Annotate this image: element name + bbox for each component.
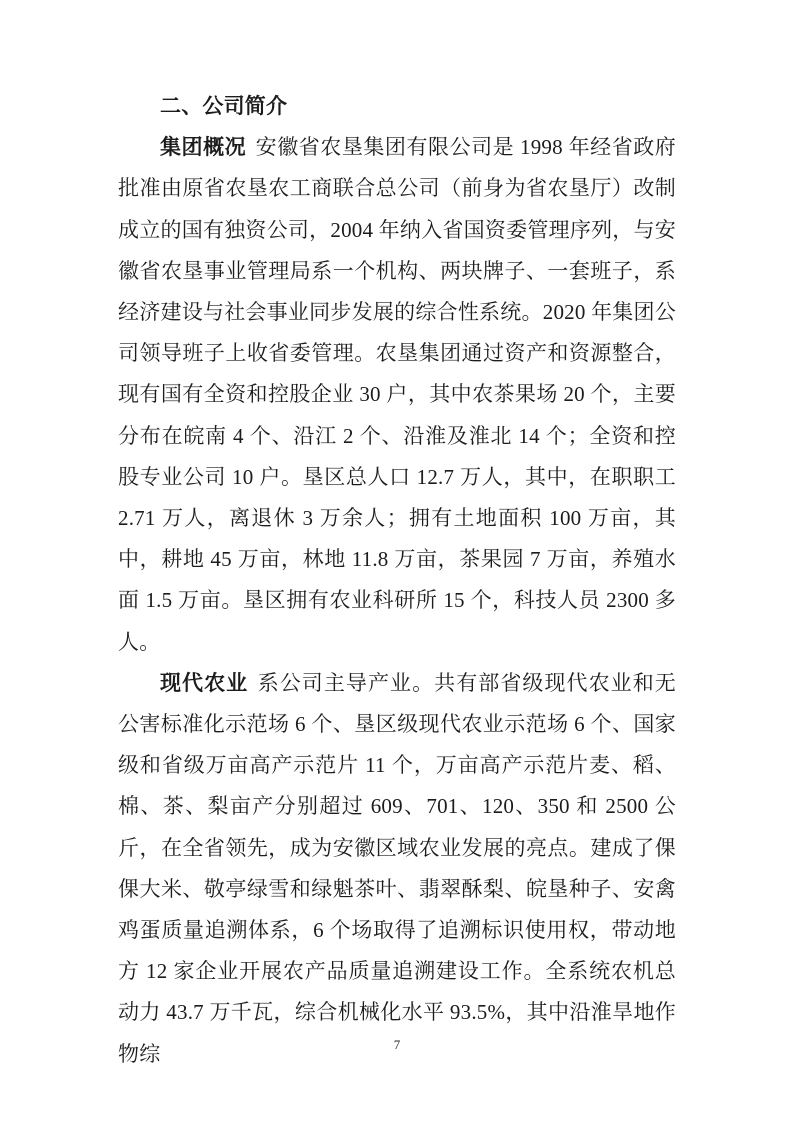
paragraph-text-modern-agriculture: 系公司主导产业。共有部省级现代农业和无公害标准化示范场 6 个、垦区级现代农业示范场 6 个、国家级和省级万亩高产示范片 11 个，万亩高产示范片麦、稻、棉、茶、梨亩产分别超过 609、701、120、350 和 2500 公斤，在全省领先，成为安徽区域农业发展的亮点。建成了倮倮大米、敬亭绿雪和绿魁茶叶、翡翠酥梨、皖垦种子、安禽鸡蛋质量追溯体系，6 个场取得了追溯标识使用权，带动地方 12 家企业开展农产品质量追溯建设工作。全系统农机总动力 43.7 万千瓦，综合机械化水平 93.5%，其中沿淮旱地作物综 <box>118 670 676 1066</box>
document-body <box>118 86 676 1075</box>
paragraph-modern-agriculture <box>118 663 676 1075</box>
paragraph-group-overview <box>118 127 676 663</box>
page-number: 7 <box>393 1037 401 1052</box>
section-heading: 二、公司简介 <box>160 94 288 118</box>
paragraph-lead-modern-agriculture: 现代农业 <box>160 670 249 695</box>
paragraph-text-group-overview: 安徽省农垦集团有限公司是 1998 年经省政府批准由原省农垦农工商联合总公司（前身为省农垦厅）改制成立的国有独资公司，2004 年纳入省国资委管理序列，与安徽省农垦事业管理局系一个机构、两块牌子、一套班子，系经济建设与社会事业同步发展的综合性系统。2020 年集团公司领导班子上收省委管理。农垦集团通过资产和资源整合，现有国有全资和控股企业 30 户，其中农茶果场 20 个，主要分布在皖南 4 个、沿江 2 个、沿淮及淮北 14 个；全资和控股专业公司 10 户。垦区总人口 12.7 万人，其中，在职职工 2.71 万人，离退休 3 万余人；拥有土地面积 100 万亩，其中，耕地 45 万亩，林地 11.8 万亩，茶果园 7 万亩，养殖水面 1.5 万亩。垦区拥有农业科研所 15 个，科技人员 2300 多人。 <box>118 135 676 654</box>
paragraph-lead-group-overview: 集团概况 <box>160 135 247 160</box>
